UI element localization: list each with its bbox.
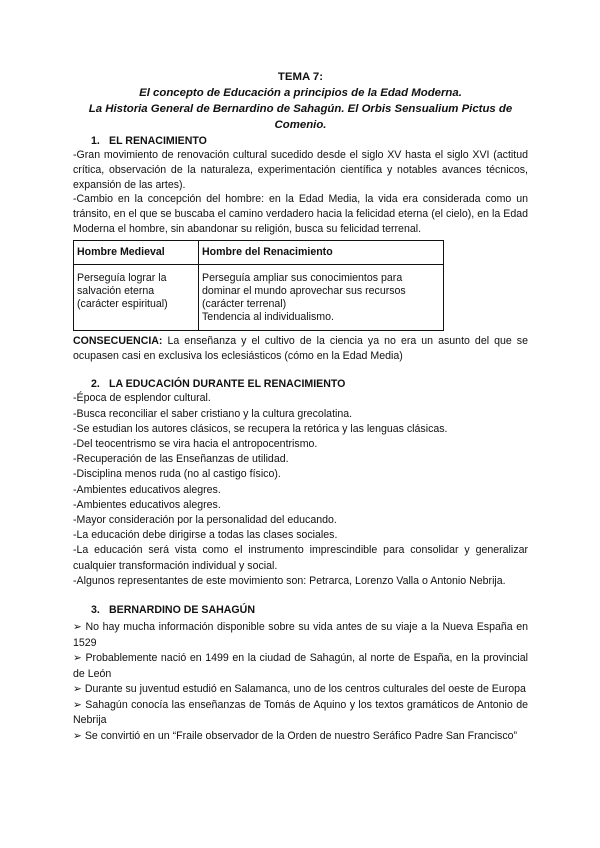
bullet-item [73, 620, 528, 651]
section-2-number: 2. [91, 378, 100, 391]
arrow-bullet-icon: ➢ [73, 729, 82, 742]
table-cell-line: (carácter espiritual) [77, 297, 168, 310]
bullet-item [73, 729, 528, 745]
table-cell-line: Tendencia al individualismo. [202, 310, 334, 323]
list-item: -Ambientes educativos alegres. [73, 483, 221, 496]
table-cell-line: Perseguía ampliar sus conocimientos para [202, 271, 403, 284]
subtitle-line-2: La Historia General de Bernardino de Sahagún. El Orbis Sensualium Pictus de [88, 103, 513, 115]
table-cell-line: Perseguía lograr la [77, 271, 167, 284]
list-item: -Algunos representantes de este movimiento son: Petrarca, Lorenzo Valla o Antonio Nebrija. [73, 574, 506, 587]
tema-title: TEMA 7: [277, 71, 324, 83]
bullet-text: Se convirtió en un “Fraile observador de la Orden de nuestro Seráfico Padre San Francisco” [84, 729, 518, 742]
list-item: -Época de esplendor cultural. [73, 392, 211, 405]
table-cell-line: (carácter terrenal) [202, 297, 287, 310]
list-item: -Se estudian los autores clásicos, se recupera la retórica y las lenguas clásicas. [73, 422, 448, 435]
list-item: -Del teocentrismo se vira hacia el antropocentrismo. [73, 437, 318, 450]
bullet-item [73, 682, 528, 698]
list-item: -Ambientes educativos alegres. [73, 498, 221, 511]
list-item: -Mayor consideración por la personalidad del educando. [73, 514, 337, 526]
bullet-text: Probablemente nació en 1499 en la ciudad de Sahagún, al norte de España, en la provincial de León [73, 652, 528, 680]
subtitle-line-1: El concepto de Educación a principios de la Edad Moderna. [139, 87, 462, 99]
arrow-bullet-icon: ➢ [73, 698, 82, 711]
table-cell-line: salvación eterna [77, 284, 155, 297]
bullet-text: Sahagún conocía las enseñanzas de Tomás de Aquino y los textos gramáticos de Antonio de Nebrija [73, 698, 528, 727]
section-1-number: 1. [91, 135, 100, 147]
subtitle-line-3: Comenio. [274, 119, 327, 131]
document-page [73, 70, 528, 744]
table-cell-medieval [74, 264, 199, 330]
table-header-renacimiento: Hombre del Renacimiento [199, 240, 444, 264]
list-item: -La educación debe dirigirse a todas las clases sociales. [73, 529, 338, 542]
consecuencia-text: La enseñanza y el cultivo de la ciencia ya no era un asunto del que se ocupasen casi en exclusiva los eclesiásticos (cómo en la Edad Media) [73, 334, 528, 362]
arrow-bullet-icon: ➢ [73, 652, 82, 665]
section-1-title: EL RENACIMIENTO [109, 135, 207, 147]
section-1-paragraph-1: -Gran movimiento de renovación cultural sucedido desde el siglo XV hasta el siglo XVI (actitud crítica, observación de la naturaleza, experimentación científica y notables avances técnicos, expansión de las artes). [73, 149, 528, 191]
section-1-paragraph-2: -Cambio en la concepción del hombre: en la Edad Media, la vida era considerada como un tránsito, en el que se buscaba el camino verdadero hacia la felicidad eterna (el cielo), en la Edad Moderna el hombre, sin abandonar su religión, busca su felicidad terrenal. [73, 193, 528, 235]
table-row [74, 264, 444, 330]
table-header-row [74, 240, 444, 264]
table-cell-line: dominar el mundo aprovechar sus recursos [202, 284, 406, 297]
bullet-item [73, 651, 528, 682]
table-cell-renacimiento [199, 264, 444, 330]
section-3-title: BERNARDINO DE SAHAGÚN [109, 604, 255, 617]
arrow-bullet-icon: ➢ [73, 683, 82, 696]
list-item: -Recuperación de las Enseñanzas de utilidad. [73, 453, 289, 466]
section-3-number: 3. [91, 604, 100, 617]
section-2-heading [73, 377, 528, 391]
comparison-table [73, 240, 444, 331]
consecuencia-label: CONSECUENCIA: [73, 334, 163, 347]
section-2-title: LA EDUCACIÓN DURANTE EL RENACIMIENTO [109, 378, 346, 391]
list-item: -Disciplina menos ruda (no al castigo físico). [73, 468, 281, 481]
section-1-heading [73, 134, 528, 148]
bullet-item [73, 698, 528, 729]
bullet-text: Durante su juventud estudió en Salamanca, uno de los centros culturales del oeste de Europa [84, 683, 526, 696]
table-header-medieval: Hombre Medieval [74, 240, 199, 264]
section-3-heading [73, 603, 528, 617]
list-item: -Busca reconciliar el saber cristiano y la cultura grecolatina. [73, 407, 353, 420]
bullet-text: No hay mucha información disponible sobre su vida antes de su viaje a la Nueva España en 1529 [73, 621, 528, 649]
arrow-bullet-icon: ➢ [73, 621, 82, 634]
consecuencia-paragraph [73, 334, 528, 364]
list-item: -La educación será vista como el instrumento imprescindible para consolidar y generalizar cualquier transformación individual y social. [73, 544, 528, 572]
